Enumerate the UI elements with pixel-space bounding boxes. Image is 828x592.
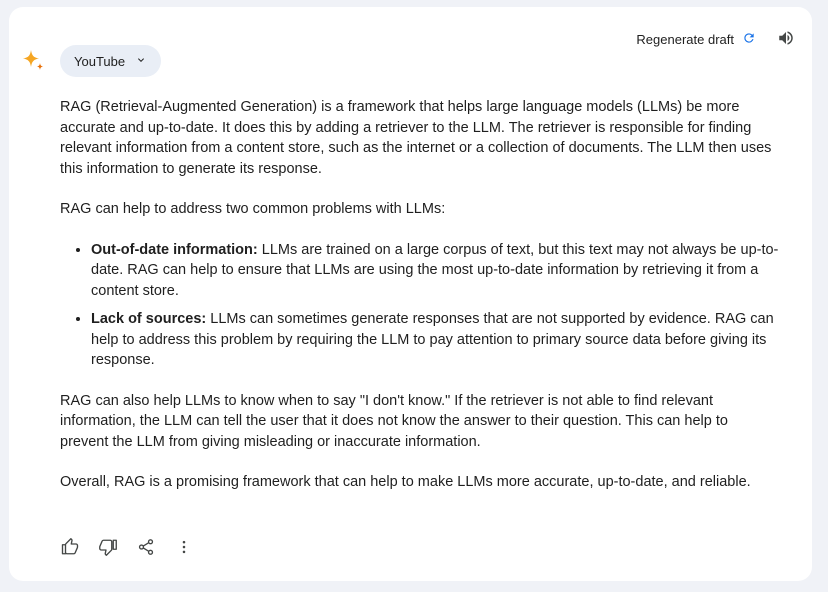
response-paragraph: RAG can help to address two common problems with LLMs: xyxy=(60,201,446,217)
share-button[interactable] xyxy=(134,537,158,561)
thumbs-up-icon xyxy=(61,538,79,561)
share-icon xyxy=(137,538,155,561)
response-paragraph: Overall, RAG is a promising framework that can help to make LLMs more accurate, up-to-date, and reliable. xyxy=(60,474,751,490)
refresh-icon xyxy=(742,31,756,48)
volume-icon xyxy=(777,29,795,50)
thumbs-down-icon xyxy=(99,538,117,561)
source-selector-chip[interactable] xyxy=(60,45,161,77)
bullet-title: Lack of sources: xyxy=(91,311,207,327)
more-options-button[interactable] xyxy=(172,537,196,561)
bullet-item xyxy=(91,309,780,371)
bullet-text: LLMs are trained on a large corpus of text, but this text may not always be up-to-date. RAG can help to ensure that LLMs are using the most up-to-date information by retrieving it from a content store. xyxy=(91,241,779,299)
more-vert-icon xyxy=(175,538,193,561)
read-aloud-button[interactable] xyxy=(774,28,798,52)
bullet-list xyxy=(60,240,780,371)
response-toolbar xyxy=(632,27,798,52)
bullet-item xyxy=(91,240,780,302)
thumbs-down-button[interactable] xyxy=(96,537,120,561)
chevron-down-icon xyxy=(135,54,147,69)
response-actions xyxy=(58,537,196,561)
response-paragraph: RAG can also help LLMs to know when to say "I don't know." If the retriever is not able to find relevant information, the LLM can tell the user that it does not know the answer to their question. This can help to prevent the LLM from giving misleading or inaccurate information. xyxy=(60,392,728,450)
gemini-sparkle-icon xyxy=(19,48,47,76)
response-paragraph: RAG (Retrieval-Augmented Generation) is a framework that helps large language models (LLMs) be more accurate and up-to-date. It does this by adding a retriever to the LLM. The retriever is responsible for finding relevant information from a content store, such as the internet or a collection of documents. The LLM then uses this information to generate its response. xyxy=(60,99,772,177)
bullet-title: Out-of-date information: xyxy=(91,241,258,258)
bullet-text: LLMs can sometimes generate responses that are not supported by evidence. RAG can help to address this problem by requiring the LLM to pay attention to primary source data before giving its response. xyxy=(91,311,774,368)
regenerate-draft-button[interactable] xyxy=(632,27,760,52)
regenerate-label: Regenerate draft xyxy=(636,32,734,47)
source-chip-label: YouTube xyxy=(74,53,126,69)
response-card xyxy=(9,7,812,581)
response-body xyxy=(60,97,780,513)
thumbs-up-button[interactable] xyxy=(58,537,82,561)
